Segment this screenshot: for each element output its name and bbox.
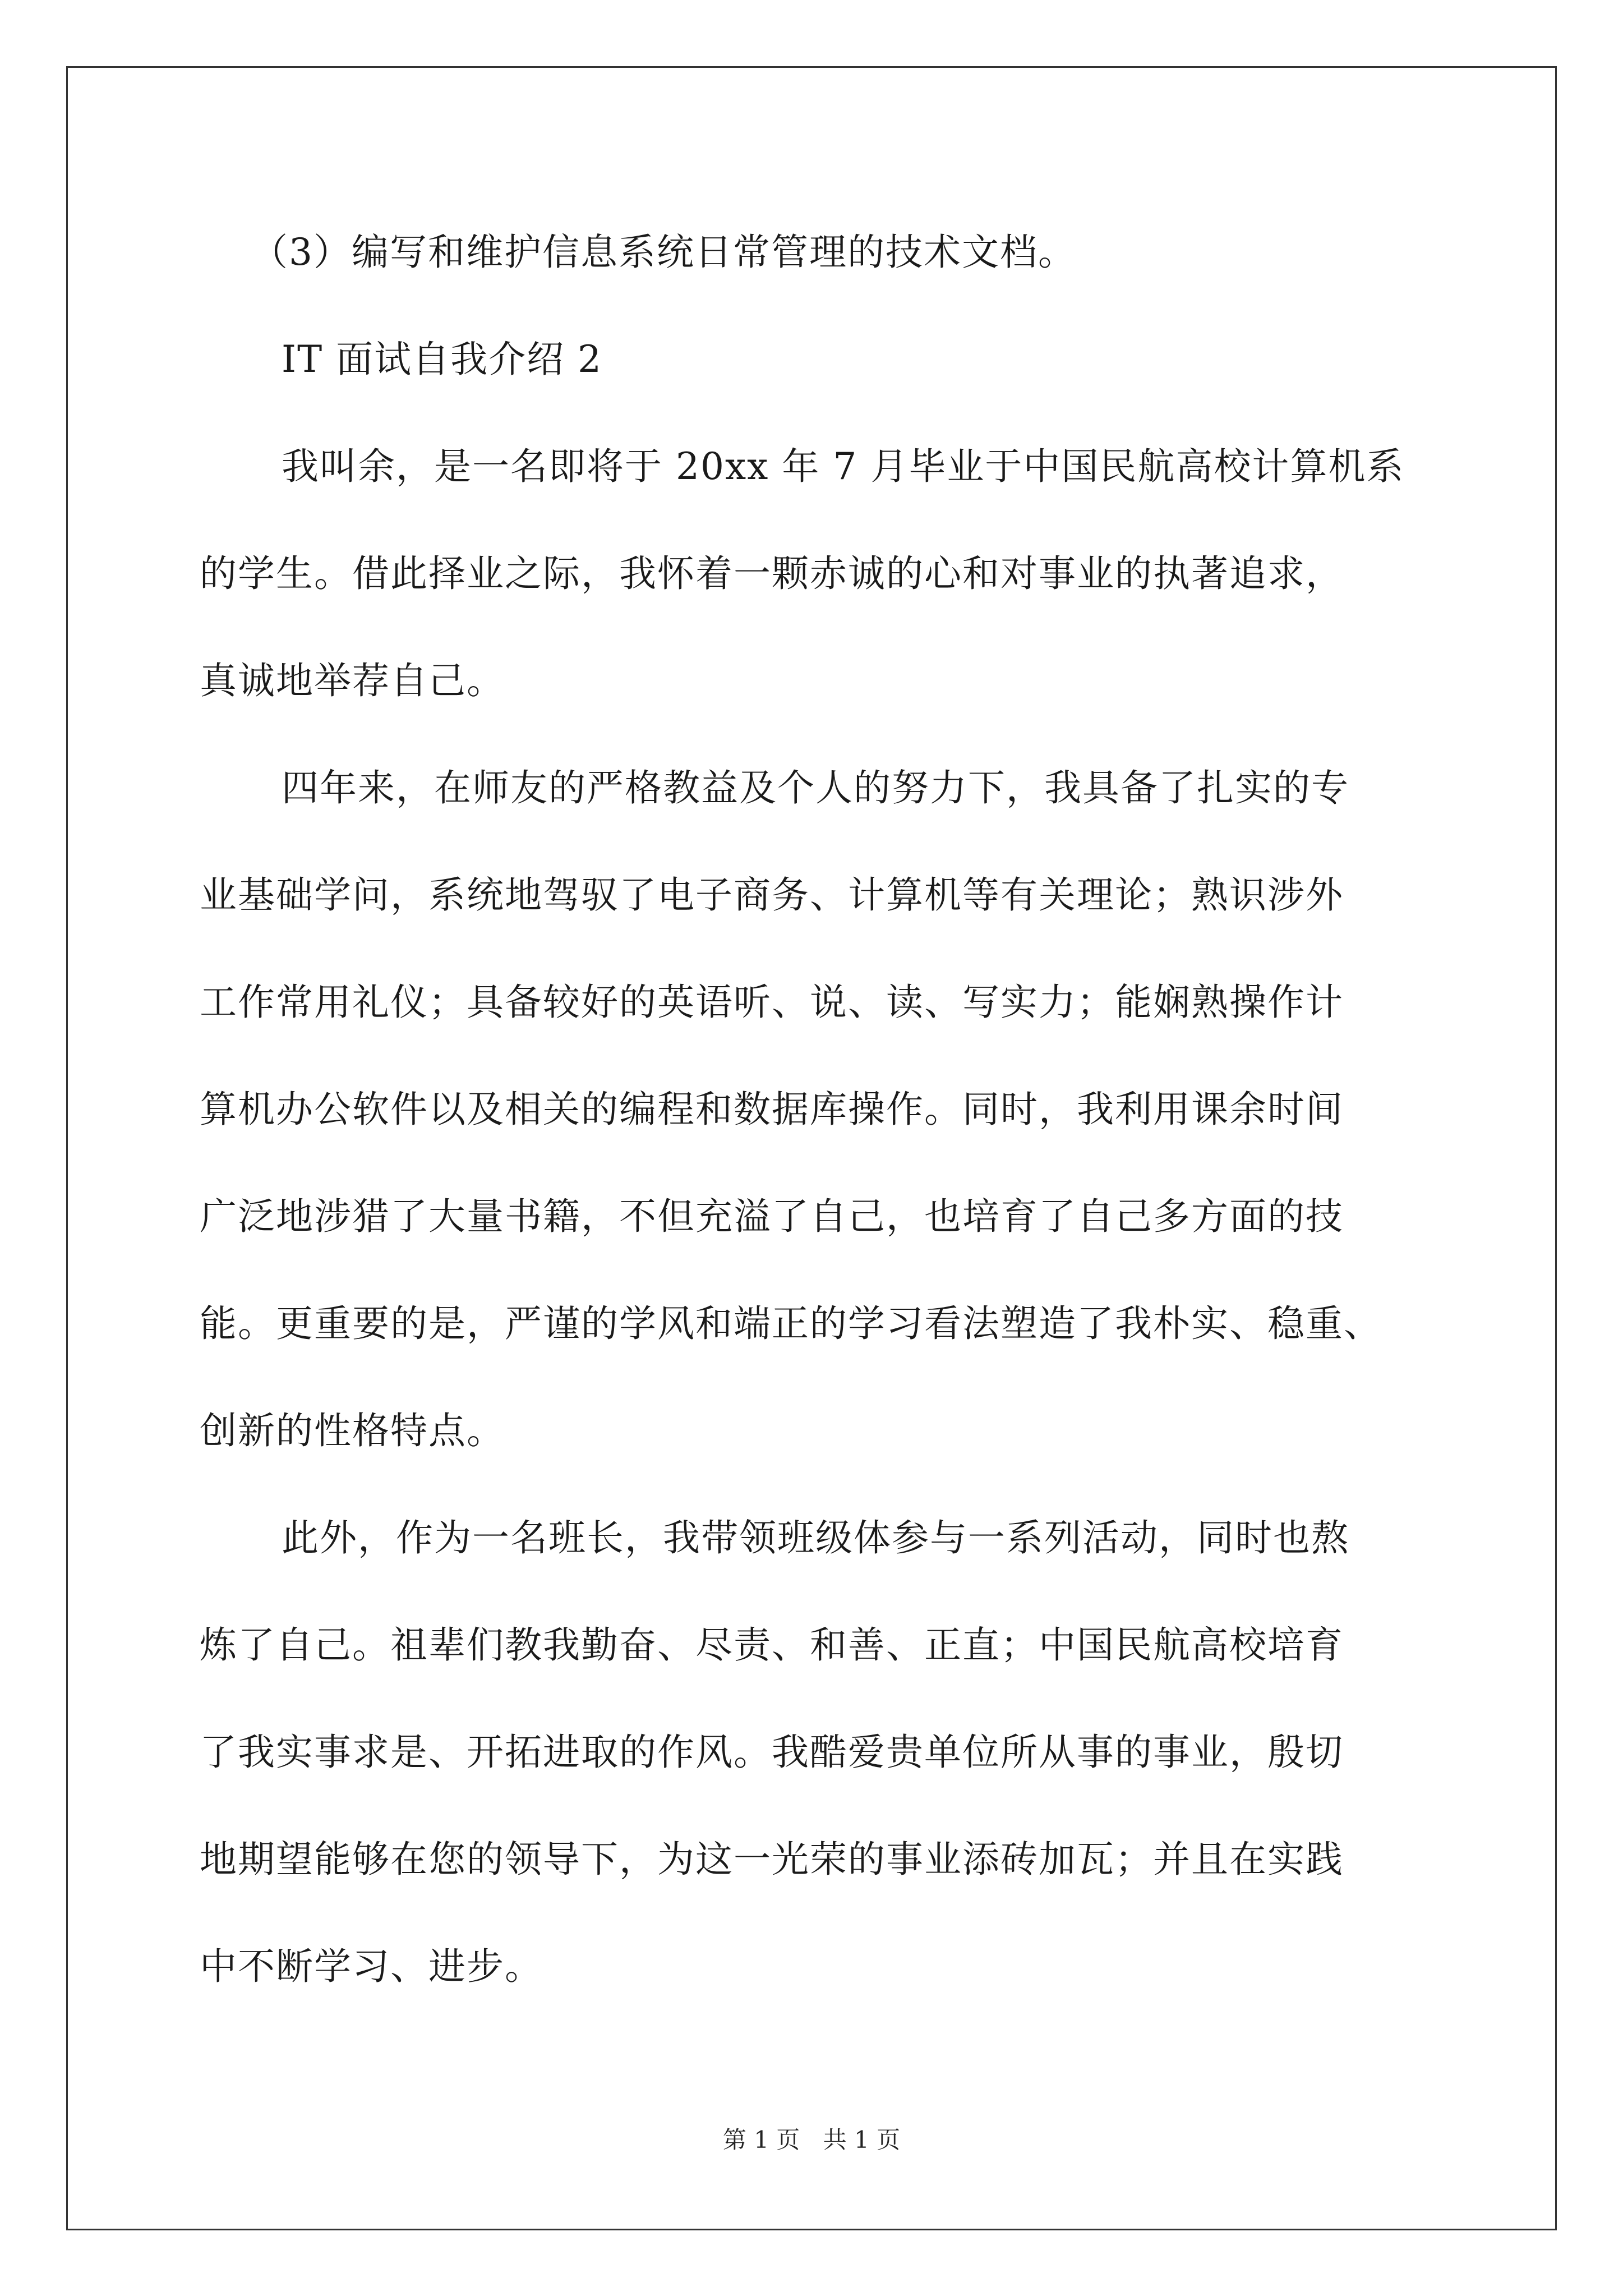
paragraph-line: 能。更重要的是，严谨的学风和端正的学习看法塑造了我朴实、稳重、	[200, 1302, 1382, 1345]
paragraph-line: 广泛地涉猎了大量书籍，不但充溢了自己，也培育了自己多方面的技	[200, 1195, 1344, 1238]
page-border	[66, 66, 1557, 2230]
page-footer	[0, 2126, 1623, 2154]
paragraph-line: 工作常用礼仪；具备较好的英语听、说、读、写实力；能娴熟操作计	[200, 981, 1344, 1024]
paragraph-line: 中不断学习、进步。	[200, 1945, 543, 1988]
paragraph-line: 四年来，在师友的严格教益及个人的努力下，我具备了扎实的专	[282, 766, 1349, 809]
paragraph-line: 我叫余，是一名即将于 20xx 年 7 月毕业于中国民航高校计算机系	[282, 445, 1405, 488]
page-count: 共 1 页	[823, 2126, 901, 2154]
paragraph-line: 的学生。借此择业之际，我怀着一颗赤诚的心和对事业的执著追求，	[200, 552, 1344, 595]
section-heading: IT 面试自我介绍 2	[282, 338, 603, 381]
paragraph-line: 算机办公软件以及相关的编程和数据库操作。同时，我利用课余时间	[200, 1088, 1344, 1131]
paragraph-line: 此外，作为一名班长，我带领班级体参与一系列活动，同时也熬	[282, 1516, 1349, 1559]
list-item: （3）编写和维护信息系统日常管理的技术文档。	[251, 231, 1076, 274]
paragraph-line: 业基础学问，系统地驾驭了电子商务、计算机等有关理论；熟识涉外	[200, 873, 1344, 917]
paragraph-line: 创新的性格特点。	[200, 1409, 505, 1452]
paragraph-line: 炼了自己。祖辈们教我勤奋、尽责、和善、正直；中国民航高校培育	[200, 1623, 1344, 1667]
paragraph-line: 了我实事求是、开拓进取的作风。我酷爱贵单位所从事的事业，殷切	[200, 1731, 1344, 1774]
paragraph-line: 地期望能够在您的领导下，为这一光荣的事业添砖加瓦；并且在实践	[200, 1838, 1344, 1881]
page-number: 第 1 页	[722, 2126, 800, 2154]
paragraph-line: 真诚地举荐自己。	[200, 659, 505, 702]
